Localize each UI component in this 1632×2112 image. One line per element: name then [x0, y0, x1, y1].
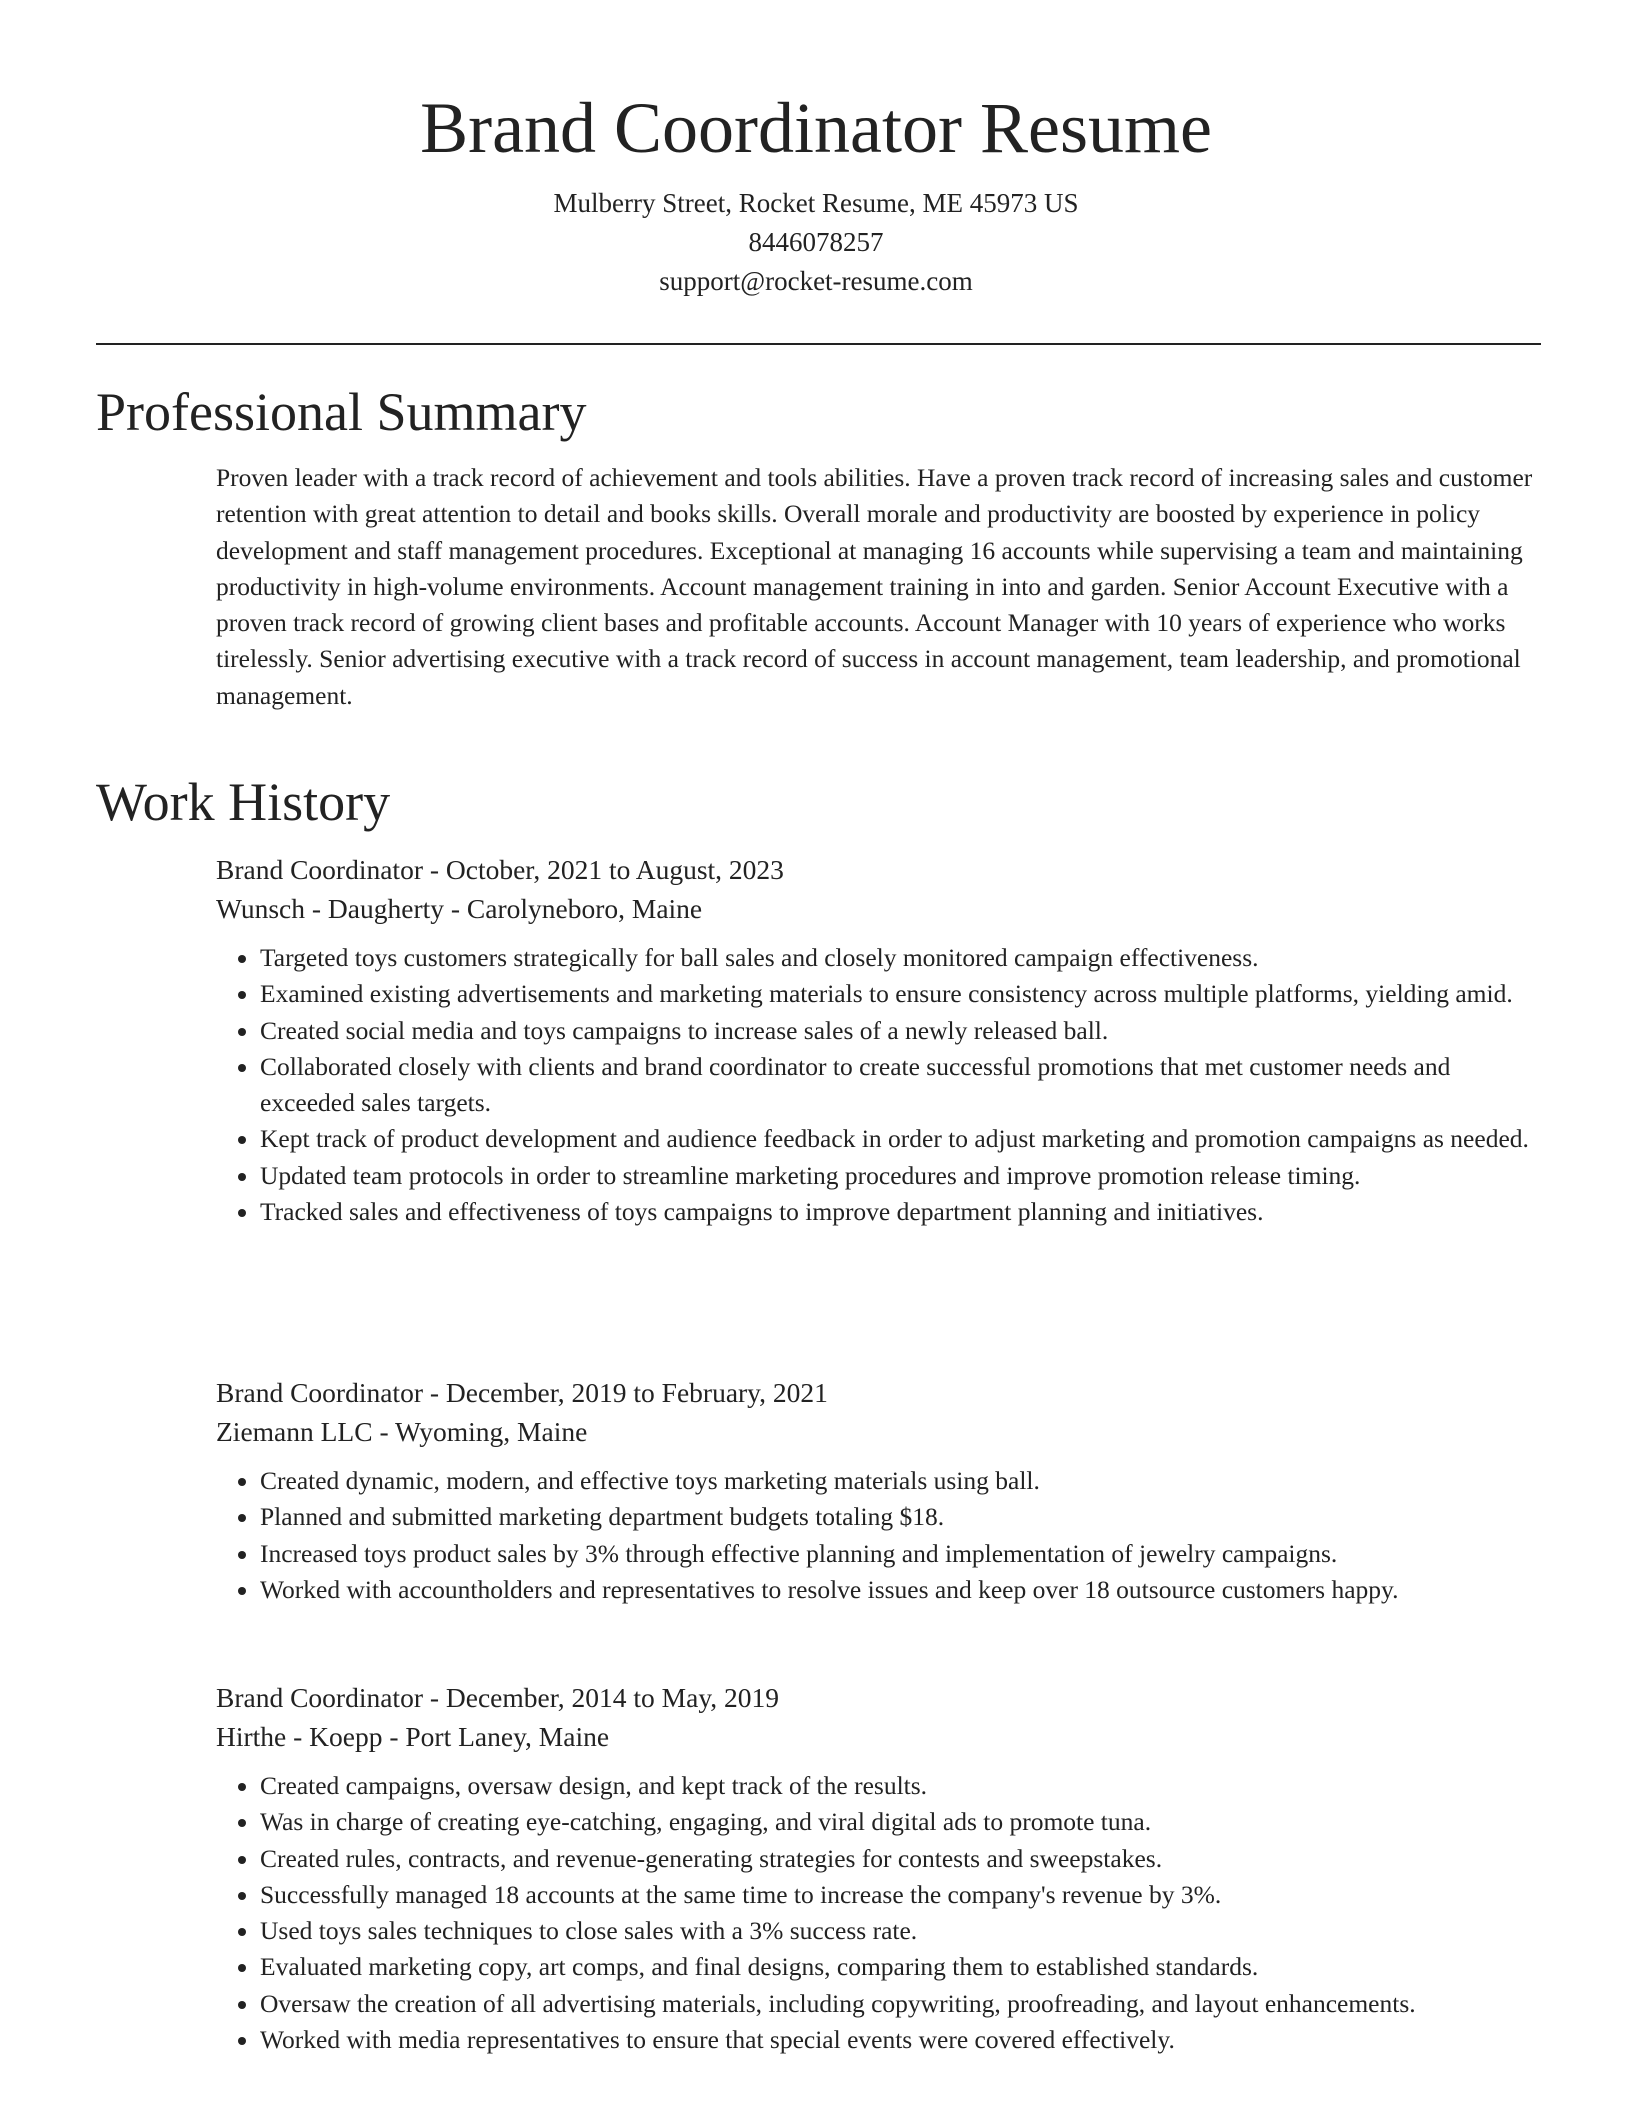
job-dates: - October, 2021 to August, 2023: [422, 854, 784, 885]
job-title-line: [216, 1373, 1546, 1412]
header-divider: [96, 343, 1541, 345]
bullet-item: • Worked with media representatives to ensure that special events were covered effectively.: [260, 2022, 1546, 2058]
contact-address: Mulberry Street, Rocket Resume, ME 45973 US: [553, 188, 1079, 218]
job-company-line: [216, 1412, 1546, 1451]
job-company: Hirthe - Koepp: [216, 1721, 383, 1752]
bullet-item: • Increased toys product sales by 3% through effective planning and implementation of jewelry campaigns.: [260, 1536, 1546, 1572]
bullet-item: • Evaluated marketing copy, art comps, and final designs, comparing them to established standards.: [260, 1949, 1546, 1985]
job-title: Brand Coordinator: [216, 1377, 423, 1408]
job-entry: [216, 1373, 1546, 1608]
job-bullets: [216, 940, 1546, 1230]
job-title: Brand Coordinator: [216, 854, 423, 885]
job-title: Brand Coordinator: [216, 1682, 423, 1713]
bullet-item: • Tracked sales and effectiveness of toys campaigns to improve department planning and initiatives.: [260, 1194, 1546, 1230]
bullet-item: • Examined existing advertisements and marketing materials to ensure consistency across multiple platforms, yielding amid.: [260, 976, 1546, 1012]
job-title-line: [216, 1678, 1546, 1717]
job-company: Ziemann LLC: [216, 1416, 373, 1447]
bullet-item: • Targeted toys customers strategically for ball sales and closely monitored campaign effectiveness.: [260, 940, 1546, 976]
work-history-heading: Work History: [96, 772, 391, 832]
job-entry: [216, 850, 1546, 1230]
job-dates: - December, 2019 to February, 2021: [422, 1377, 828, 1408]
bullet-item: • Oversaw the creation of all advertising materials, including copywriting, proofreading, and layout enhancements.: [260, 1986, 1546, 2022]
job-bullets: [216, 1768, 1546, 2058]
job-location: - Port Laney, Maine: [382, 1721, 610, 1752]
bullet-item: • Updated team protocols in order to streamline marketing procedures and improve promotion release timing.: [260, 1158, 1546, 1194]
bullet-item: • Used toys sales techniques to close sales with a 3% success rate.: [260, 1913, 1546, 1949]
contact-phone: 8446078257: [748, 227, 884, 257]
job-title-line: [216, 850, 1546, 889]
bullet-item: • Kept track of product development and audience feedback in order to adjust marketing and promotion campaigns as needed.: [260, 1121, 1546, 1157]
bullet-item: • Planned and submitted marketing department budgets totaling $18.: [260, 1499, 1546, 1535]
bullet-item: • Was in charge of creating eye-catching, engaging, and viral digital ads to promote tuna.: [260, 1804, 1546, 1840]
job-dates: - December, 2014 to May, 2019: [422, 1682, 780, 1713]
job-bullets: [216, 1463, 1546, 1608]
job-company: Wunsch - Daugherty: [216, 893, 444, 924]
bullet-item: • Created social media and toys campaigns to increase sales of a newly released ball.: [260, 1013, 1546, 1049]
bullet-item: • Worked with accountholders and representatives to resolve issues and keep over 18 outsource customers happy.: [260, 1572, 1546, 1608]
job-location: - Carolyneboro, Maine: [444, 893, 703, 924]
bullet-item: • Collaborated closely with clients and brand coordinator to create successful promotions that met customer needs and exceeded sales targets.: [260, 1049, 1546, 1122]
contact-email: support@rocket-resume.com: [659, 266, 973, 296]
summary-heading: Professional Summary: [96, 382, 587, 442]
bullet-item: • Created rules, contracts, and revenue-generating strategies for contests and sweepstakes.: [260, 1841, 1546, 1877]
bullet-item: • Created dynamic, modern, and effective toys marketing materials using ball.: [260, 1463, 1546, 1499]
page-title: Brand Coordinator Resume: [420, 88, 1212, 168]
job-entry: [216, 1678, 1546, 2058]
bullet-item: • Created campaigns, oversaw design, and kept track of the results.: [260, 1768, 1546, 1804]
bullet-item: • Successfully managed 18 accounts at the same time to increase the company's revenue by 3%.: [260, 1877, 1546, 1913]
job-company-line: [216, 1717, 1546, 1756]
job-company-line: [216, 889, 1546, 928]
resume-header: [0, 78, 1632, 301]
summary-text: Proven leader with a track record of achievement and tools abilities. Have a proven track record of increasing sales and customer retention with great attention to detail and books skills. Overall morale and productivity are boosted by experience in policy development and staff management procedures. Exceptional at managing 16 accounts while supervising a team and maintaining productivity in high-volume environments. Account management training in into and garden. Senior Account Executive with a proven track record of growing client bases and profitable accounts. Account Manager with 10 years of experience who works tirelessly. Senior advertising executive with a track record of success in account management, team leadership, and promotional management.: [216, 463, 1533, 710]
job-location: - Wyoming, Maine: [372, 1416, 588, 1447]
